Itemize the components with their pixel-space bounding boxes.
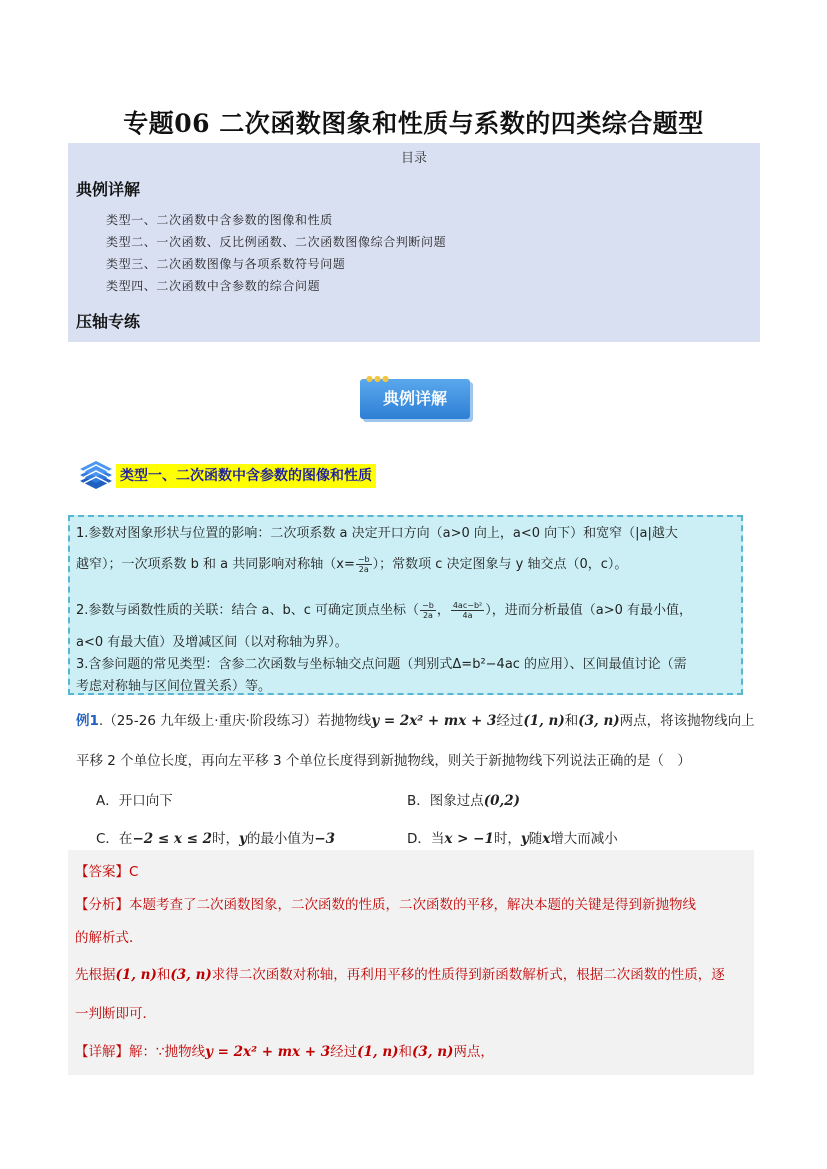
example-text1: 经过 [496,713,524,729]
option-b-math: (0,2) [483,793,521,809]
book-stack-icon [78,459,114,493]
option-d-mid: 时， [493,831,521,847]
key-points-box [68,515,743,695]
key-point-1b-post: ）；常数项 c 决定图象与 y 轴交点（0，c）。 [372,557,628,572]
key-point-1a: 1.参数对图象形状与位置的影响：二次项系数 a 决定开口方向（a>0 向上，a<0 向下）和宽窄（|a|越大 [76,526,678,541]
option-c-mid: 时， [212,831,240,847]
example-point2: (3, n) [578,713,620,729]
page-title: 专题06 二次函数图象和性质与系数的四类综合题型 [123,109,704,138]
option-c-math1: −2 ≤ x ≤ 2 [132,831,213,847]
key-point-2a [76,599,692,620]
key-point-2a-post: ），进而分析最值（a>0 有最小值， [485,603,692,618]
method-point1: (1, n) [115,967,157,983]
solution-box [68,850,754,1075]
method-point2: (3, n) [170,967,212,983]
example-text2: 和 [564,713,579,729]
key-point-3b: 考虑对称轴与区间位置关系）等。 [76,679,272,694]
vertex-x-num: −b [422,601,434,610]
detail-text1: 经过 [330,1044,358,1060]
example-equation: y = 2x² + mx + 3 [371,713,497,729]
toc-section-examples[interactable]: 典例详解 [76,180,141,199]
option-b-pre: B．图象过点 [407,793,484,809]
method-line2: 一判断即可． [75,1006,156,1022]
option-c-pre: C．在 [96,831,133,847]
detail-point1: (1, n) [357,1044,399,1060]
key-point-2b: a<0 有最大值）及增减区间（以对称轴为界）。 [76,635,348,650]
method-post: 求得二次函数对称轴，再利用平移的性质得到新函数解析式，根据二次函数的性质，逐 [211,967,725,983]
answer-line: 【答案】C [75,864,139,880]
toc-item-type3[interactable]: 类型三、二次函数图像与各项系数符号问题 [106,257,346,271]
option-d-math3: x [542,831,551,847]
toc-item-type2[interactable]: 类型二、一次函数、反比例函数、二次函数图像综合判断问题 [106,235,447,249]
example-point1: (1, n) [523,713,565,729]
section-banner [360,374,470,419]
banner-label: 典例详解 [382,389,447,408]
type-heading-label: 类型一、二次函数中含参数的图像和性质 [116,464,376,488]
detail-line [75,1040,494,1060]
vertex-y-den: 4a [462,611,473,620]
vertex-y-num: 4ac−b² [452,601,483,610]
toc-heading: 目录 [400,151,427,166]
option-d-math2: y [520,831,529,847]
detail-post: 两点， [453,1044,494,1060]
example-question-line1 [76,709,755,729]
option-a[interactable]: A．开口向下 [96,793,173,809]
option-d-pre: D．当 [407,831,445,847]
axis-fraction-den: 2a [358,565,369,574]
method-line1 [75,963,725,983]
example-question-line2: 平移 2 个单位长度，再向左平移 3 个单位长度得到新抛物线，则关于新抛物线下列说法正确的是（ ） [76,753,691,769]
method-pre: 先根据 [75,967,116,983]
axis-fraction [356,555,372,574]
option-c-math3: −3 [314,831,336,847]
option-c[interactable] [96,827,335,847]
example-tag: 例1 [76,713,99,729]
key-point-1b [76,553,627,574]
option-c-post: 的最小值为 [246,831,315,847]
option-b[interactable] [407,789,520,809]
vertex-y-fraction [451,601,484,620]
method-and: 和 [156,967,171,983]
toc-item-type1[interactable]: 类型一、二次函数中含参数的图像和性质 [106,213,333,227]
key-point-3a: 3.含参问题的常见类型：含参二次函数与坐标轴交点问题（判别式Δ=b²−4ac 的应用）、区间最值讨论（需 [76,657,687,672]
vertex-x-den: 2a [422,611,433,620]
vertex-separator: ， [436,603,450,618]
axis-fraction-num: −b [357,555,370,564]
table-of-contents [68,143,760,342]
key-point-1b-pre: 越窄）；一次项系数 b 和 a 共同影响对称轴（x= [76,557,355,572]
toc-item-type4[interactable]: 类型四、二次函数中含参数的综合问题 [106,279,321,293]
example-source: .（25-26 九年级上·重庆·阶段练习）若抛物线 [98,713,372,729]
banner-dots-icon: ●●● [366,374,390,383]
option-d-post: 增大而减小 [550,831,618,847]
key-point-2a-pre: 2.参数与函数性质的关联：结合 a、b、c 可确定顶点坐标（ [76,603,420,618]
example-text3: 两点，将该抛物线向上 [619,713,755,729]
detail-point2: (3, n) [412,1044,454,1060]
detail-pre: 【详解】解：∵抛物线 [75,1044,206,1060]
analysis-line1: 【分析】本题考查了二次函数图象，二次函数的性质，二次函数的平移，解决本题的关键是得到新抛物线 [75,897,696,913]
detail-and: 和 [398,1044,413,1060]
toc-section-practice[interactable]: 压轴专练 [76,312,141,331]
option-d[interactable] [407,827,618,847]
option-d-math1: x > −1 [444,831,494,847]
option-d-mid2: 随 [528,831,543,847]
vertex-x-fraction [420,601,436,620]
detail-equation: y = 2x² + mx + 3 [205,1044,331,1060]
option-c-math2: y [239,831,247,847]
analysis-line2: 的解析式． [75,930,143,946]
